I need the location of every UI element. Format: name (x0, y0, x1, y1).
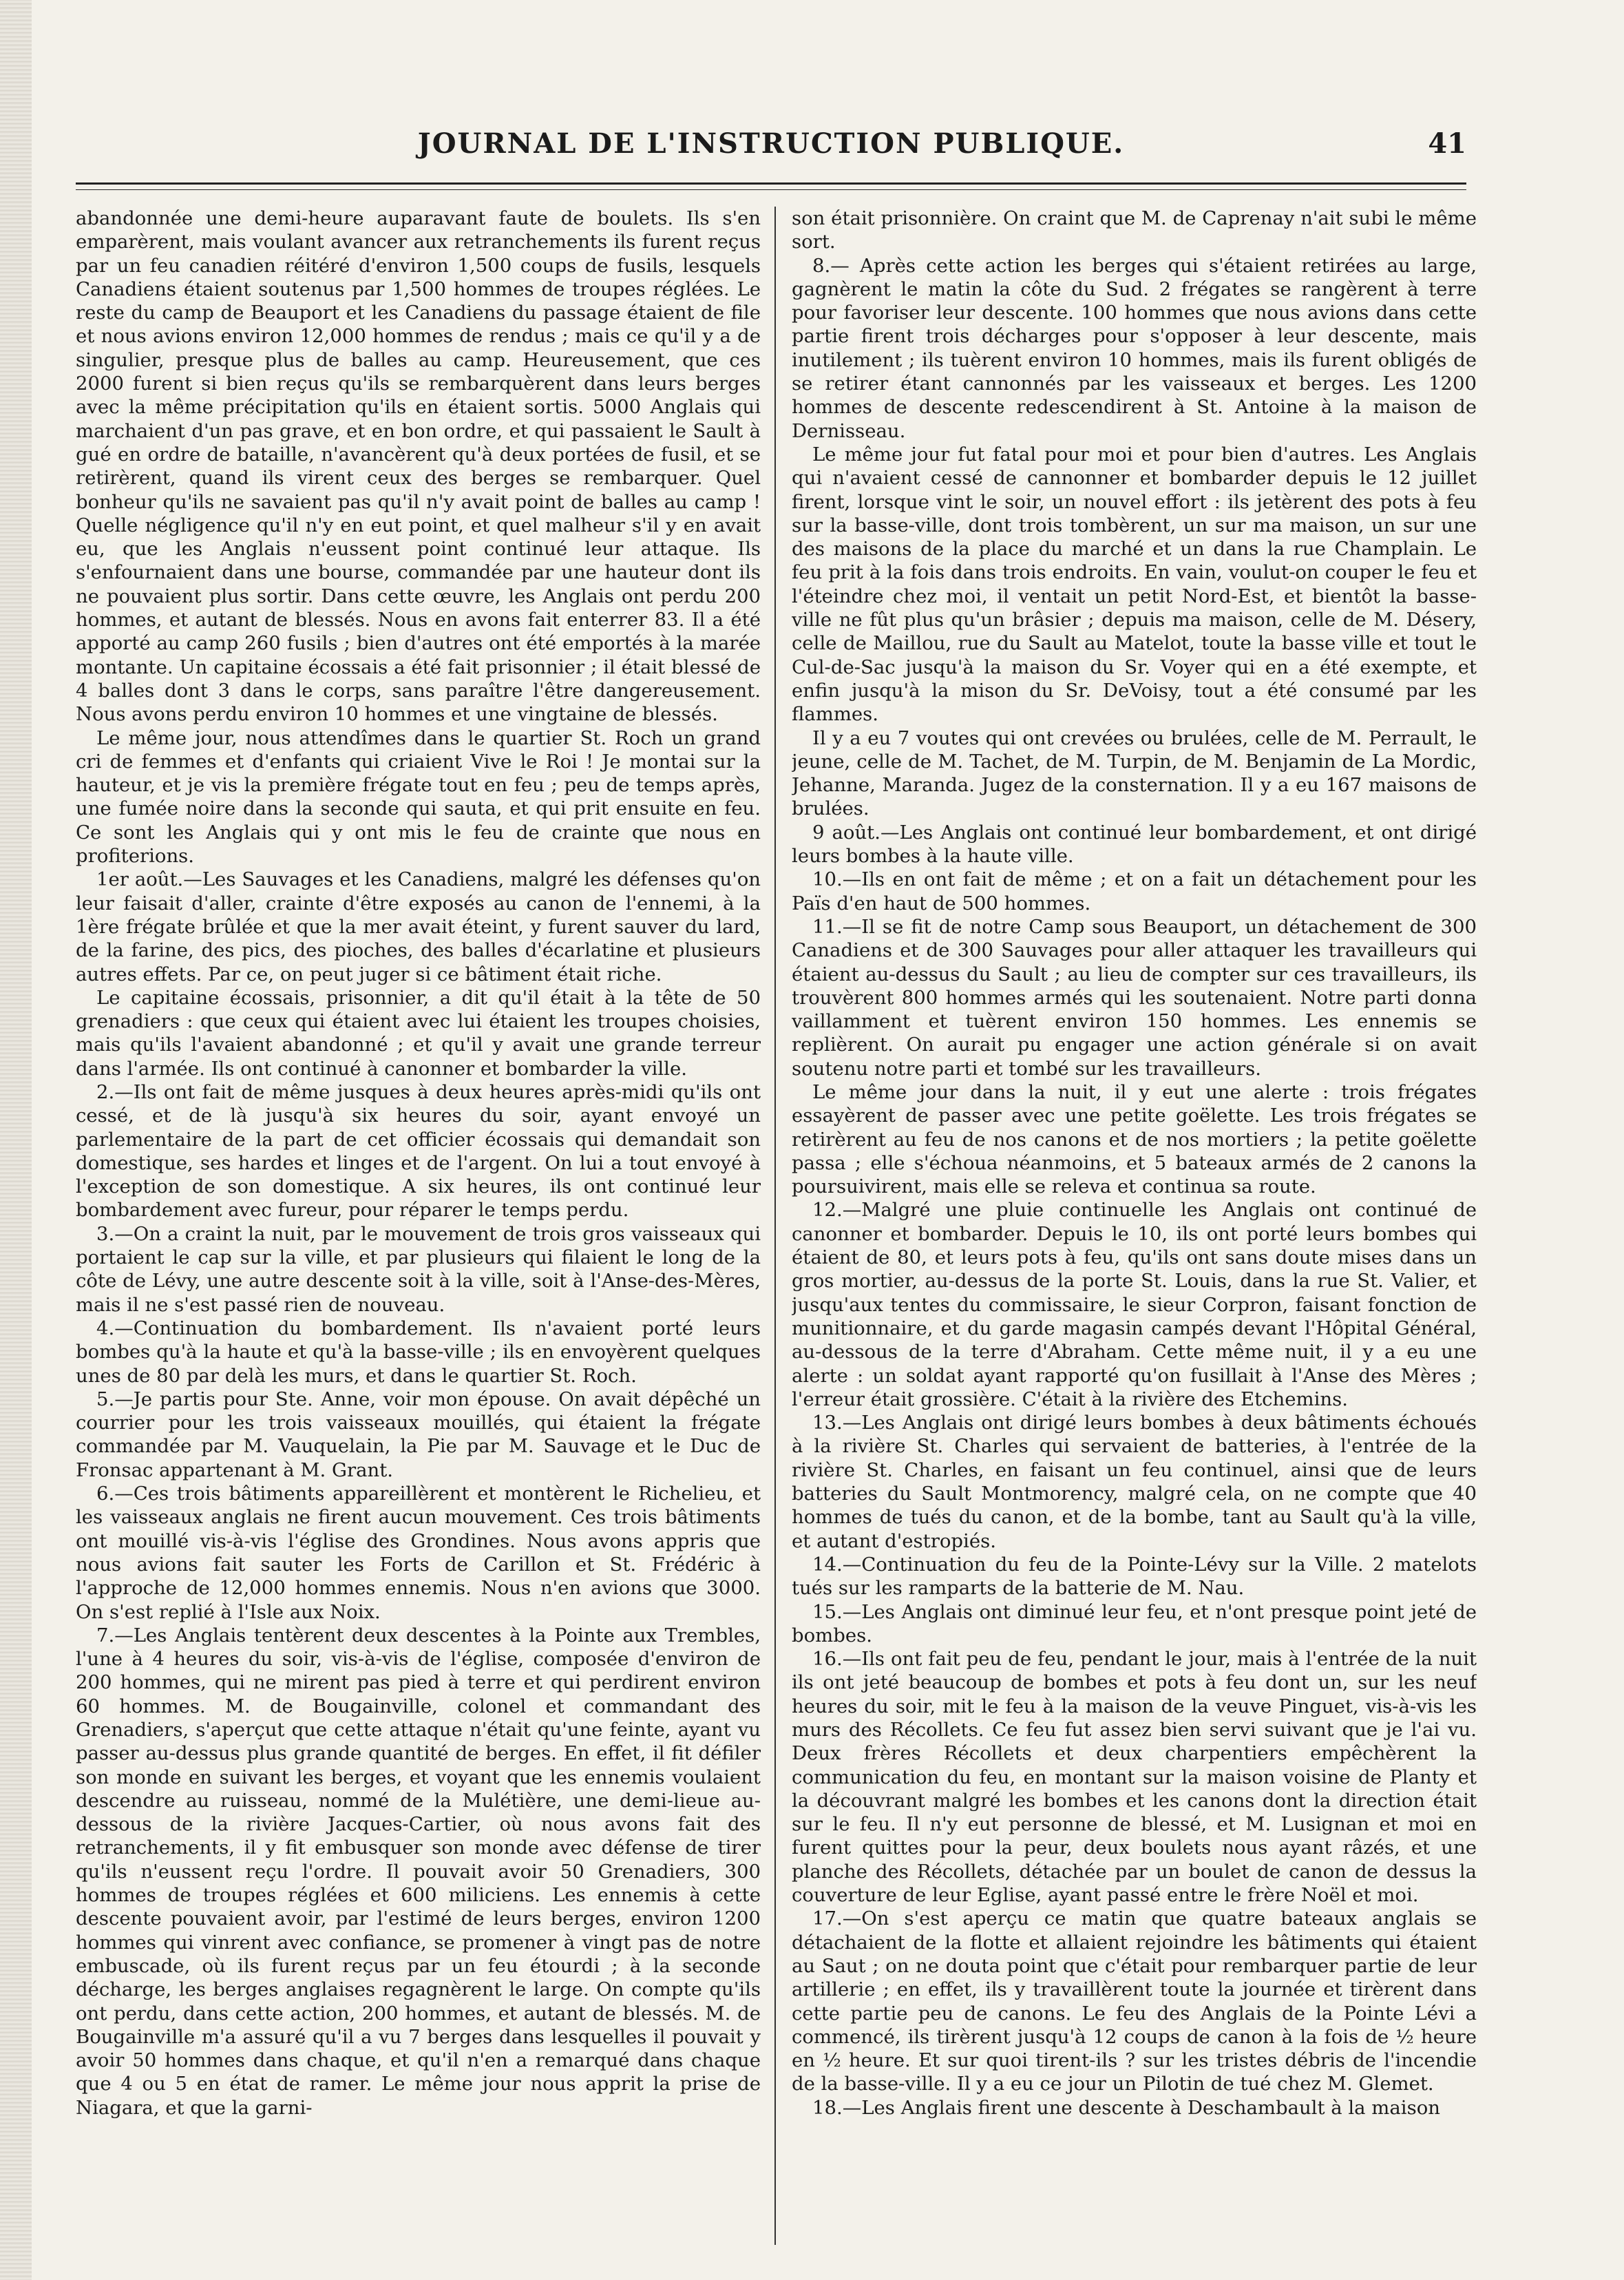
paragraph: 12.—Malgré une pluie continuelle les Anglais ont continué de canonner et bombarder. Depuis le 10, ils ont porté leurs bombes qui étaient de 80, et leurs pots à feu, qu'ils ont sans doute mises dans un gros mortier, au-dessus de la porte St. Louis, dans la rue St. Valier, et jusqu'aux tentes du commissaire, le sieur Corpron, faisant fonction de munitionnaire, et du garde magasin campés devant l'Hôpital Général, au-dessous de la terre d'Abraham. Cette même nuit, il y a eu une alerte : un soldat ayant rapporté qu'on fusillait à l'Anse des Mères ; l'erreur était grossière. C'était à la rivière des Etchemins. (792, 1199, 1477, 1410)
paragraph: Le même jour fut fatal pour moi et pour bien d'autres. Les Anglais qui n'avaient cessé de cannonner et bombarder depuis le 12 juillet firent, lorsque vint le soir, un nouvel effort : ils jetèrent des pots à feu sur la basse-ville, dont trois tombèrent, un sur ma maison, un sur une des maisons de la place du marché et un dans la rue Champlain. Le feu prit à la fois dans trois endroits. En vain, voulut-on couper le feu et l'éteindre chez moi, il ventait un petit Nord-Est, et bientôt la basse-ville ne fût plus qu'un brâsier ; depuis ma maison, celle de M. Désery, celle de Maillou, rue du Sault au Matelot, toute la basse ville et tout le Cul-de-Sac jusqu'à la maison du Sr. Voyer qui en a été exempte, et enfin jusqu'à la mison du Sr. DeVoisy, tout a été consumé par les flammes. (792, 443, 1477, 726)
paragraph: 9 août.—Les Anglais ont continué leur bombardement, et ont dirigé leurs bombes à la haute ville. (792, 821, 1477, 868)
paragraph: 13.—Les Anglais ont dirigé leurs bombes à deux bâtiments échoués à la rivière St. Charles qui servaient de batteries, à l'entrée de la rivière St. Charles, en faisant un feu continuel, ainsi que de leurs batteries du Sault Montmorency, malgré cela, on ne compte que 40 hommes de tués du canon, et de la bombe, tant au Sault qu'à la ville, et autant d'estropiés. (792, 1412, 1477, 1552)
paragraph: 5.—Je partis pour Ste. Anne, voir mon épouse. On avait dépêché un courrier pour les trois vaisseaux mouillés, qui étaient la frégate commandée par M. Vauquelain, la Pie par M. Sauvage et le Duc de Fronsac appartenant à M. Grant. (76, 1388, 761, 1481)
left-column (76, 207, 761, 2245)
paragraph: Le capitaine écossais, prisonnier, a dit qu'il était à la tête de 50 grenadiers : que ceux qui étaient avec lui étaient les troupes choisies, mais qu'ils l'avaient abandonné ; et qu'il y avait une grande terreur dans l'armée. Ils ont continué à canonner et bombarder la ville. (76, 986, 761, 1080)
paragraph: 6.—Ces trois bâtiments appareillèrent et montèrent le Richelieu, et les vaisseaux anglais ne firent aucun mouvement. Ces trois bâtiments ont mouillé vis-à-vis l'église des Grondines. Nous avons appris que nous avions fait sauter les Forts de Carillon et St. Frédéric à l'approche de 12,000 hommes ennemis. Nous n'en avions que 3000. On s'est replié à l'Isle aux Noix. (76, 1483, 761, 1623)
paragraph: Le même jour dans la nuit, il y eut une alerte : trois frégates essayèrent de passer avec une petite goëlette. Les trois frégates se retirèrent au feu de nos canons et de nos mortiers ; la petite goëlette passa ; elle s'échoua néanmoins, et 5 bateaux armés de 2 canons la poursuivirent, mais elle se releva et continua sa route. (792, 1080, 1477, 1198)
paragraph: 16.—Ils ont fait peu de feu, pendant le jour, mais à l'entrée de la nuit ils ont jeté beaucoup de bombes et pots à feu dont un, sur les neuf heures du soir, mit le feu à la maison de la veuve Pinguet, vis-à-vis les murs des Récollets. Ce feu fut assez bien servi suivant que je l'ai vu. Deux frères Récollets et deux charpentiers empêchèrent la communication du feu, en montant sur la maison voisine de Planty et la découvrant malgré les bombes et les canons dont la direction était sur le feu. Il n'y eut personne de blessé, et M. Lusignan et moi en furent quittes pour la peur, deux boulets nous ayant râzés, et une planche des Récollets, détachée par un boulet de canon de dessus la couverture de leur Eglise, ayant passé entre le frère Noël et moi. (792, 1648, 1477, 1907)
page-number: 41 (1428, 127, 1466, 160)
paragraph: 15.—Les Anglais ont diminué leur feu, et n'ont presque point jeté de bombes. (792, 1600, 1477, 1646)
paragraph: Il y a eu 7 voutes qui ont crevées ou brulées, celle de M. Perrault, le jeune, celle de M. Tachet, de M. Turpin, de M. Benjamin de La Mordic, Jehanne, Maranda. Jugez de la consternation. Il y a eu 167 maisons de brulées. (792, 726, 1477, 820)
binding-edge (0, 0, 32, 2280)
paragraph: 3.—On a craint la nuit, par le mouvement de trois gros vaisseaux qui portaient le cap sur la ville, et par plusieurs qui filaient le long de la côte de Lévy, une autre descente soit à la ville, soit à l'Anse-des-Mères, mais il ne s'est passé rien de nouveau. (76, 1222, 761, 1316)
paragraph: 1er août.—Les Sauvages et les Canadiens, malgré les défenses qu'on leur faisait d'aller, crainte d'être exposés au canon de l'ennemi, à la 1ère frégate brûlée et que la mer avait éteint, y furent sauver du lard, de la farine, des pics, des pioches, des balles d'écarlatine et plusieurs autres effets. Par ce, on peut juger si ce bâtiment était riche. (76, 868, 761, 985)
paragraph: 18.—Les Anglais firent une descente à Deschambault à la maison (812, 2096, 1440, 2119)
header-rule-thick (76, 182, 1466, 185)
running-title: JOURNAL DE L'INSTRUCTION PUBLIQUE. (417, 127, 1125, 160)
paragraph: 2.—Ils ont fait de même jusques à deux heures après-midi qu'ils ont cessé, et de là jusqu'à six heures du soir, ayant envoyé un parlementaire de la part de cet officier écossais qui demandait son domestique, ses hardes et linges et de l'argent. On lui a tout envoyé à l'exception de son domestique. A six heures, ils ont continué leur bombardement avec fureur, pour réparer le temps perdu. (76, 1080, 761, 1222)
right-column (792, 207, 1477, 2245)
column-divider (774, 207, 776, 2245)
page-header (76, 127, 1466, 176)
paragraph: 11.—Il se fit de notre Camp sous Beauport, un détachement de 300 Canadiens et de 300 Sauvages pour aller attaquer les travailleurs qui étaient au-dessus du Sault ; au lieu de compter sur ces travailleurs, ils trouvèrent 800 hommes armés qui les soutenaient. Notre parti donna vaillamment et tuèrent environ 150 hommes. Les ennemis se replièrent. On aurait pu engager une action générale si on avait soutenu notre parti et tombé sur les travailleurs. (792, 915, 1477, 1080)
paragraph: abandonnée une demi-heure auparavant faute de boulets. Ils s'en emparèrent, mais voulant avancer aux retranchements ils furent reçus par un feu canadien réitéré d'environ 1,500 coups de fusils, lesquels Canadiens étaient soutenus par 1,500 hommes de troupes réglées. Le reste du camp de Beauport et les Canadiens du passage étaient de file et nous avions environ 12,000 hommes de rendus ; mais ce qu'il y a de singulier, presque plus de balles au camp. Heureusement, que ces 2000 furent si bien reçus qu'ils se rembarquèrent dans leurs berges avec la même précipitation qu'ils en étaient sortis. 5000 Anglais qui marchaient d'un pas grave, et en bon ordre, et qui passaient le Sault à gué en ordre de bataille, n'avancèrent qu'à deux portées de fusil, et se retirèrent, quand ils virent ceux des berges se rembarquer. Quel bonheur qu'ils ne savaient pas qu'il n'y avait point de balles au camp ! Quelle négligence qu'il n'y en eut point, et quel malheur s'il y en avait eu, que les Anglais n'eussent point continué leur attaque. Ils s'enfournaient dans une bourse, commandée par une hauteur dont ils ne pouvaient plus sortir. Dans cette œuvre, les Anglais ont perdu 200 hommes, et autant de blessés. Nous en avons fait enterrer 83. Il a été apporté au camp 260 fusils ; bien d'autres ont été emportés à la marée montante. Un capitaine écossais a été fait prisonnier ; il était blessé de 4 balles dont 3 dans le corps, sans paraître l'être dangereusement. Nous avons perdu environ 10 hommes et une vingtaine de blessés. (76, 207, 761, 726)
paragraph: 17.—On s'est aperçu ce matin que quatre bateaux anglais se détachaient de la flotte et allaient rejoindre les bâtiments qui étaient au Saut ; on ne douta point que c'était pour rembarquer partie de leur artillerie ; en effet, ils y travaillèrent toute la journée et tirèrent dans cette partie peu de canons. Le feu des Anglais de la Pointe Lévi a commencé, ils tirèrent jusqu'à 12 coups de canon à la fois de ½ heure en ½ heure. Et sur quoi tirent-ils ? sur les tristes débris de l'incendie de la basse-ville. Il y a eu ce jour un Pilotin de tué chez M. Glemet. (792, 1907, 1477, 2095)
paragraph: 14.—Continuation du feu de la Pointe-Lévy sur la Ville. 2 matelots tués sur les ramparts de la batterie de M. Nau. (792, 1553, 1477, 1600)
paragraph: 8.— Après cette action les berges qui s'étaient retirées au large, gagnèrent le matin la côte du Sud. 2 frégates se rangèrent à terre pour favoriser leur descente. 100 hommes que nous avions dans cette partie firent trois décharges pour s'opposer à leur descente, mais inutilement ; ils tuèrent environ 10 hommes, mais ils furent obligés de se retirer étant cannonnés par les vaisseaux et berges. Les 1200 hommes de descente redescendirent à St. Antoine à la maison de Dernisseau. (792, 254, 1477, 442)
header-rule-thin (76, 189, 1466, 190)
paragraph: son était prisonnière. On craint que M. de Caprenay n'ait subi le même sort. (792, 207, 1477, 253)
paragraph: 10.—Ils en ont fait de même ; et on a fait un détachement pour les Païs d'en haut de 500 hommes. (792, 868, 1477, 914)
paragraph: Le même jour, nous attendîmes dans le quartier St. Roch un grand cri de femmes et d'enfants qui criaient Vive le Roi ! Je montai sur la hauteur, et je vis la première frégate tout en feu ; peu de temps après, une fumée noire dans la seconde qui sauta, et qui prit ensuite en feu. Ce sont les Anglais qui y ont mis le feu de crainte que nous en profiterions. (76, 726, 761, 868)
paragraph: 4.—Continuation du bombardement. Ils n'avaient porté leurs bombes qu'à la haute et qu'à la basse-ville ; ils en envoyèrent quelques unes de 80 par delà les murs, et dans le quartier St. Roch. (76, 1317, 761, 1387)
paragraph: 7.—Les Anglais tentèrent deux descentes à la Pointe aux Trembles, l'une à 4 heures du soir, vis-à-vis de l'église, composée d'environ de 200 hommes, qui ne mirent pas pied à terre et qui perdirent environ 60 hommes. M. de Bougainville, colonel et commandant des Grenadiers, s'aperçut que cette attaque n'était qu'une feinte, ayant vu passer au-dessus plus grande quantité de berges. En effet, il fit défiler son monde en suivant les berges, et voyant que les ennemis voulaient descendre au ruisseau, nommé de la Mulétière, une demi-lieue au-dessous de la rivière Jacques-Cartier, où nous avons fait des retranchements, il y fit embusquer son monde avec défense de tirer qu'ils n'eussent reçu l'ordre. Il pouvait avoir 50 Grenadiers, 300 hommes de troupes réglées et 600 miliciens. Les ennemis à cette descente pouvaient avoir, par l'estimé de leurs berges, environ 1200 hommes qui vinrent avec confiance, se promener à vingt pas de notre embuscade, où ils furent reçus par un feu étourdi ; à la seconde décharge, les berges anglaises regagnèrent le large. On compte qu'ils ont perdu, dans cette action, 200 hommes, et autant de blessés. M. de Bougainville m'a assuré qu'il a vu 7 berges dans lesquelles il pouvait y avoir 50 hommes dans chaque, et qu'il n'en a remarqué dans chaque que 4 ou 5 en état de ramer. Le même jour nous apprit la prise de Niagara, et que la garni- (76, 1624, 761, 2119)
